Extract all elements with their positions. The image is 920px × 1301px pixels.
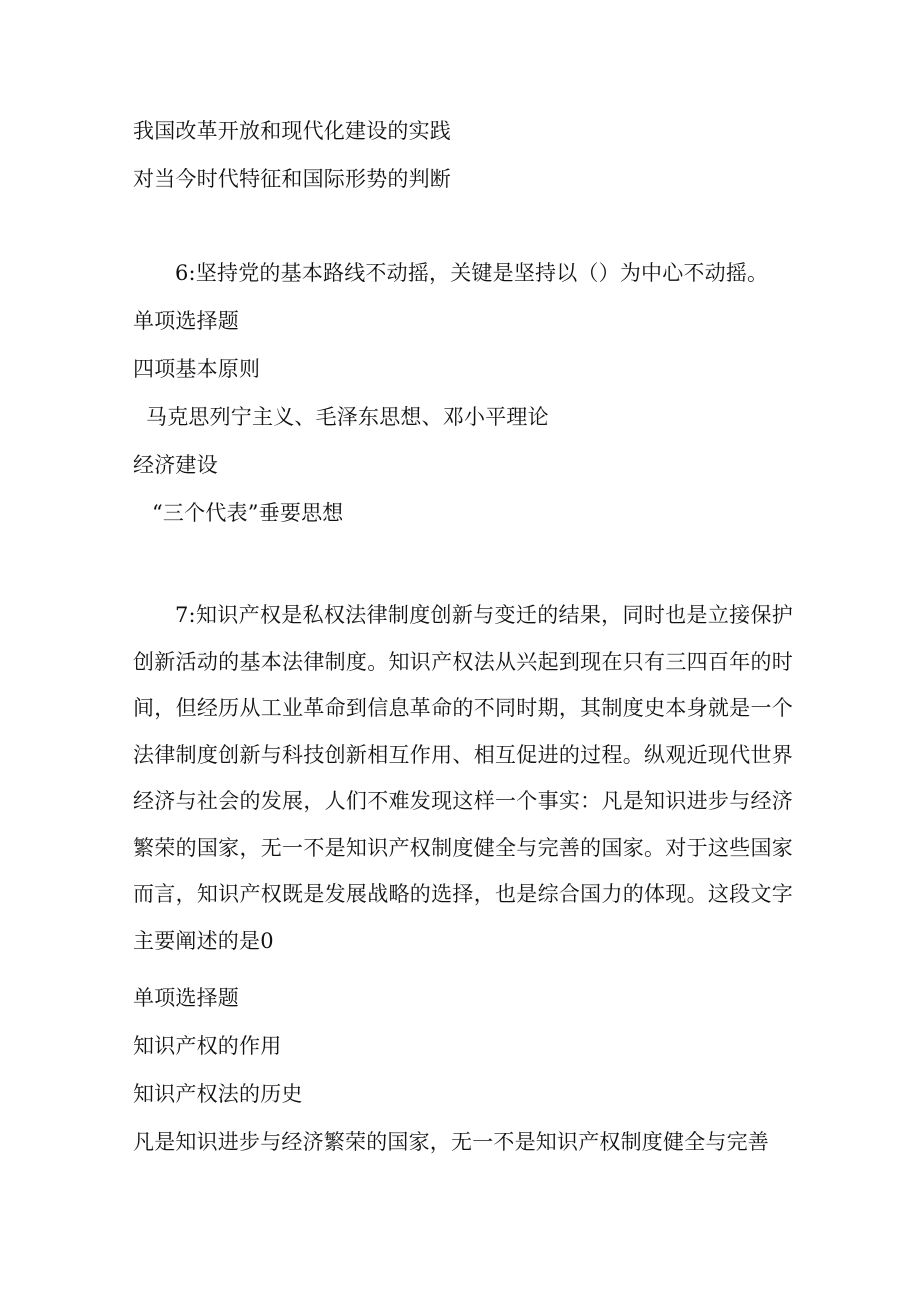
q5-option-d: 对当今时代特征和国际形势的判断 xyxy=(133,167,451,191)
q6-option-d: “三个代表”垂要思想 xyxy=(152,501,344,525)
q7-option-c: 凡是知识进步与经济繁荣的国家，无一不是知识产权制度健全与完善 xyxy=(133,1130,769,1154)
q5-option-c: 我国改革开放和现代化建设的实践 xyxy=(133,119,451,143)
q7-stem xyxy=(133,592,793,964)
q7-type: 单项选择题 xyxy=(133,986,239,1010)
q6-stem: 6:坚持党的基本路线不动摇，关键是坚持以（）为中心不动摇。 xyxy=(175,261,769,285)
q6-option-b: 马克思列宁主义、毛泽东思想、邓小平理论 xyxy=(146,405,549,429)
q7-option-b: 知识产权法的历史 xyxy=(133,1082,303,1106)
q7-option-a: 知识产权的作用 xyxy=(133,1034,282,1058)
q6-option-c: 经济建设 xyxy=(133,453,218,477)
q7-stem-text: 7:知识产权是私权法律制度创新与变迁的结果，同时也是立接保护创新活动的基本法律制度。知识产权法从兴起到现在只有三四百年的时间，但经历从工业革命到信息革命的不同时期，其制度史本身就是一个法律制度创新与科技创新相互作用、相互促进的过程。纵观近现代世界经济与社会的发展，人们不难发现这样一个事实：凡是知识进步与经济繁荣的国家，无一不是知识产权制度健全与完善的国家。对于这些国家而言，知识产权既是发展战略的选择，也是综合国力的体现。这段文字主要阐述的是0 xyxy=(133,603,793,953)
q6-option-a: 四项基本原则 xyxy=(133,357,261,381)
q6-type: 单项选择题 xyxy=(133,309,239,333)
